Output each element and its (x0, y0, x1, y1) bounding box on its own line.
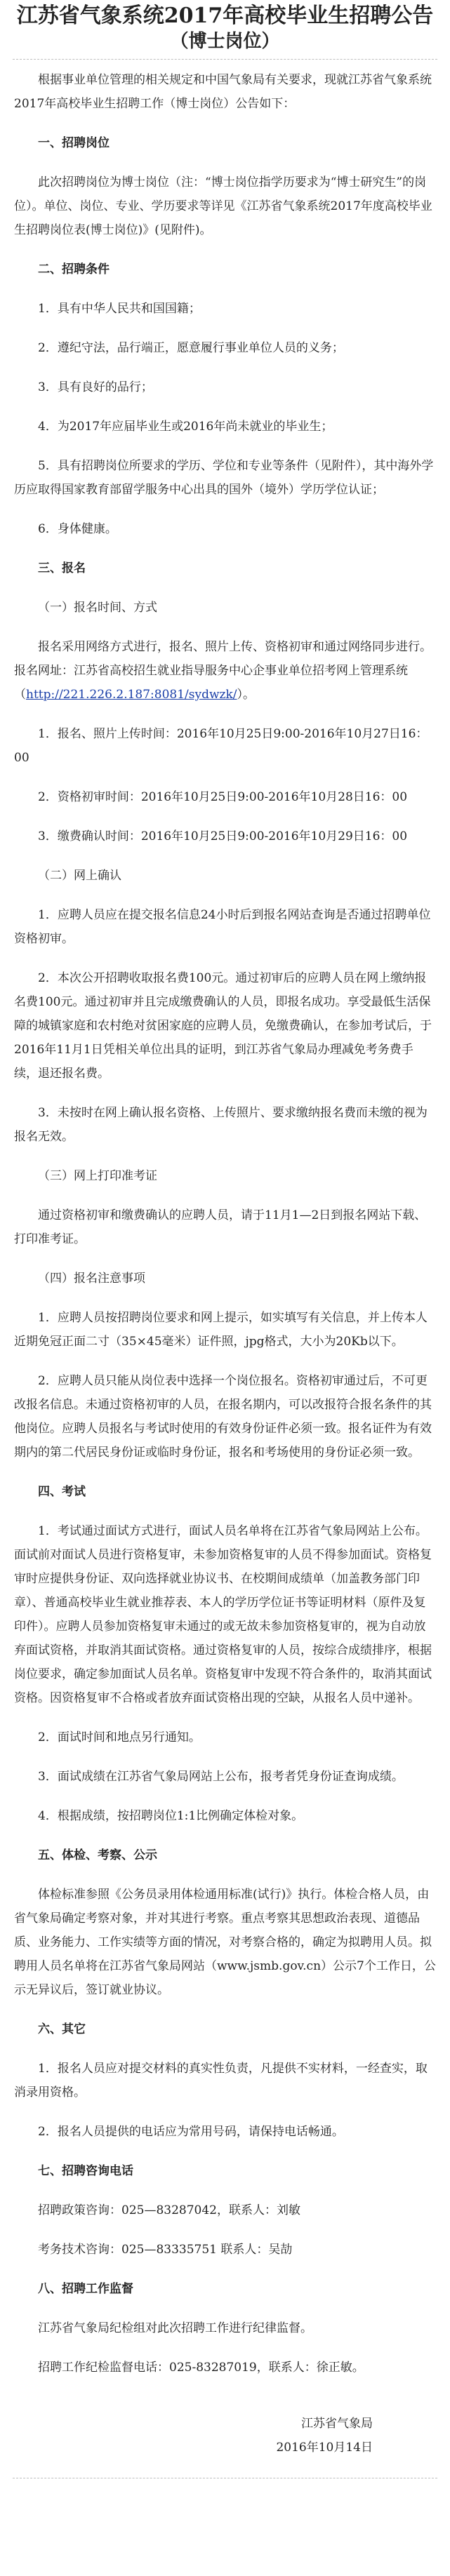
section-heading-medical: 五、体检、考察、公示 (38, 1848, 157, 1862)
supervision-line: 江苏省气象局纪检组对此次招聘工作进行纪律监督。 (38, 2321, 312, 2335)
registration-time-line: 1．报名、照片上传时间：2016年10月25日9:00-2016年10月27日16：00 (14, 727, 428, 765)
other-item: 1．报名人员应对提交材料的真实性负责，凡提供不实材料，一经查实，取消录用资格。 (14, 2062, 428, 2100)
title-divider (13, 59, 437, 60)
condition-item: 4．为2017年应届毕业生或2016年尚未就业的毕业生； (38, 420, 333, 434)
registration-text-pre: 报名采用网络方式进行，报名、照片上传、资格初审和通过网络同步进行。报名网址：江苏省高校招生就业指导服务中心企事业单位招考网上管理系统（ (14, 640, 432, 702)
payment-time-line: 3．缴费确认时间：2016年10月25日9:00-2016年10月29日16：00 (38, 829, 408, 843)
admission-ticket-paragraph: 通过资格初审和缴费确认的应聘人员，请于11月1—2日到报名网站下载、打印准考证。 (14, 1208, 427, 1246)
online-confirm-item: 2．本次公开招聘收取报名费100元。通过初审后的应聘人员在网上缴纳报名费100元。通过初审并且完成缴费确认的人员，即报名成功。享受最低生活保障的城镇家庭和农村绝对贫困家庭的应聘人员，免缴费确认，在参加考试后，于2016年11月1日凭相关单位出具的证明，到江苏省气象局办理减免考务费手续，退还报名费。 (14, 971, 432, 1081)
registration-url-link[interactable]: http://221.226.2.187:8081/sydwzk/ (26, 688, 237, 702)
review-time-line: 2．资格初审时间：2016年10月25日9:00-2016年10月28日16：00 (38, 790, 408, 804)
condition-item: 5．具有招聘岗位所要求的学历、学位和专业等条件（见附件），其中海外学历应取得国家教育部留学服务中心出具的国外（境外）学历学位认证； (14, 459, 434, 497)
subheading-time-method: （一）报名时间、方式 (38, 601, 157, 615)
page-title: 江苏省气象系统2017年高校毕业生招聘公告 (16, 4, 434, 28)
signature-block (14, 2412, 373, 2460)
signature-org: 江苏省气象局 (301, 2417, 373, 2431)
signature-date: 2016年10月14日 (276, 2441, 373, 2455)
section-heading-positions: 一、招聘岗位 (38, 136, 110, 150)
notes-item: 2．应聘人员只能从岗位表中选择一个岗位报名。资格初审通过后，不可更改报名信息。未通过资格初审的人员，在报名期内，可以改报符合报名条件的其他岗位。应聘人员报名与考试时使用的有效身份证件必须一致。报名证件为有效期内的第二代居民身份证或临时身份证，报名和考场使用的身份证必须一致。 (14, 1374, 432, 1460)
exam-item: 3．面试成绩在江苏省气象局网站上公布，报考者凭身份证查询成绩。 (38, 1770, 404, 1784)
section-heading-registration: 三、报名 (38, 561, 86, 575)
medical-paragraph: 体检标准参照《公务员录用体检通用标准(试行)》执行。体检合格人员，由省气象局确定考察对象，并对其进行考察。重点考察其思想政治表现、道德品质、业务能力、工作实绩等方面的情况，对考察合格的，确定为拟聘用人员。拟聘用人员名单将在江苏省气象局网站（www.jsmb.gov.cn）公示7个工作日，公示无异议后，签订就业协议。 (14, 1888, 436, 1997)
condition-item: 2．遵纪守法，品行端正，愿意履行事业单位人员的义务； (38, 341, 344, 355)
section-heading-conditions: 二、招聘条件 (38, 262, 110, 276)
online-confirm-item: 1．应聘人员应在提交报名信息24小时后到报名网站查询是否通过招聘单位资格初审。 (14, 908, 431, 946)
condition-item: 3．具有良好的品行； (38, 380, 153, 394)
section-heading-other: 六、其它 (38, 2022, 86, 2036)
section-heading-contact: 七、招聘咨询电话 (38, 2164, 133, 2178)
supervision-line: 招聘工作纪检监督电话：025-83287019，联系人：徐正敏。 (38, 2361, 364, 2375)
positions-paragraph: 此次招聘岗位为博士岗位（注：“博士岗位指学历要求为“博士研究生”的岗位）。单位、岗位、专业、学历要求等详见《江苏省气象系统2017年度高校毕业生招聘岗位表(博士岗位)》(见附件)。 (14, 175, 432, 237)
condition-item: 6．身体健康。 (38, 522, 117, 536)
exam-item: 1．考试通过面试方式进行，面试人员名单将在江苏省气象局网站上公布。面试前对面试人员进行资格复审，未参加资格复审的人员不得参加面试。资格复审时应提供身份证、双向选择就业协议书、在校期间成绩单（加盖教务部门印章）、普通高校毕业生就业推荐表、本人的学历学位证书等证明材料（原件及复印件）。应聘人员参加资格复审未通过的或无故未参加资格复审的，视为自动放弃面试资格，并取消其面试资格。通过资格复审的人员，按综合成绩排序，根据岗位要求，确定参加面试人员名单。资格复审中发现不符合条件的，取消其面试资格。因资格复审不合格或者放弃面试资格出现的空缺，从报名人员中递补。 (14, 1524, 432, 1705)
intro-paragraph: 根据事业单位管理的相关规定和中国气象局有关要求，现就江苏省气象系统2017年高校毕业生招聘工作（博士岗位）公告如下： (14, 73, 432, 111)
registration-text-post: ）。 (237, 688, 256, 702)
online-confirm-item: 3．未按时在网上确认报名资格、上传照片、要求缴纳报名费而未缴的视为报名无效。 (14, 1106, 428, 1144)
exam-item: 4．根据成绩，按招聘岗位1:1比例确定体检对象。 (38, 1809, 304, 1823)
notes-item: 1．应聘人员按招聘岗位要求和网上提示，如实填写有关信息，并上传本人近期免冠正面二寸（35×45毫米）证件照，jpg格式，大小为20Kb以下。 (14, 1311, 428, 1349)
contact-line: 考务技术咨询：025—83335751 联系人：吴劼 (38, 2243, 293, 2257)
section-heading-supervision: 八、招聘工作监督 (38, 2282, 133, 2296)
subheading-admission-ticket: （三）网上打印准考证 (38, 1169, 157, 1183)
subheading-notes: （四）报名注意事项 (38, 1272, 145, 1286)
subheading-online-confirm: （二）网上确认 (38, 869, 121, 883)
contact-line: 招聘政策咨询：025—83287042，联系人：刘敏 (38, 2203, 300, 2217)
announcement-body (0, 68, 450, 2460)
section-heading-exam: 四、考试 (38, 1485, 86, 1499)
condition-item: 1．具有中华人民共和国国籍； (38, 302, 201, 316)
exam-item: 2．面试时间和地点另行通知。 (38, 1730, 201, 1744)
page-subtitle: （博士岗位） (170, 31, 280, 52)
registration-method-paragraph (14, 635, 436, 707)
other-item: 2．报名人员提供的电话应为常用号码，请保持电话畅通。 (38, 2125, 344, 2139)
